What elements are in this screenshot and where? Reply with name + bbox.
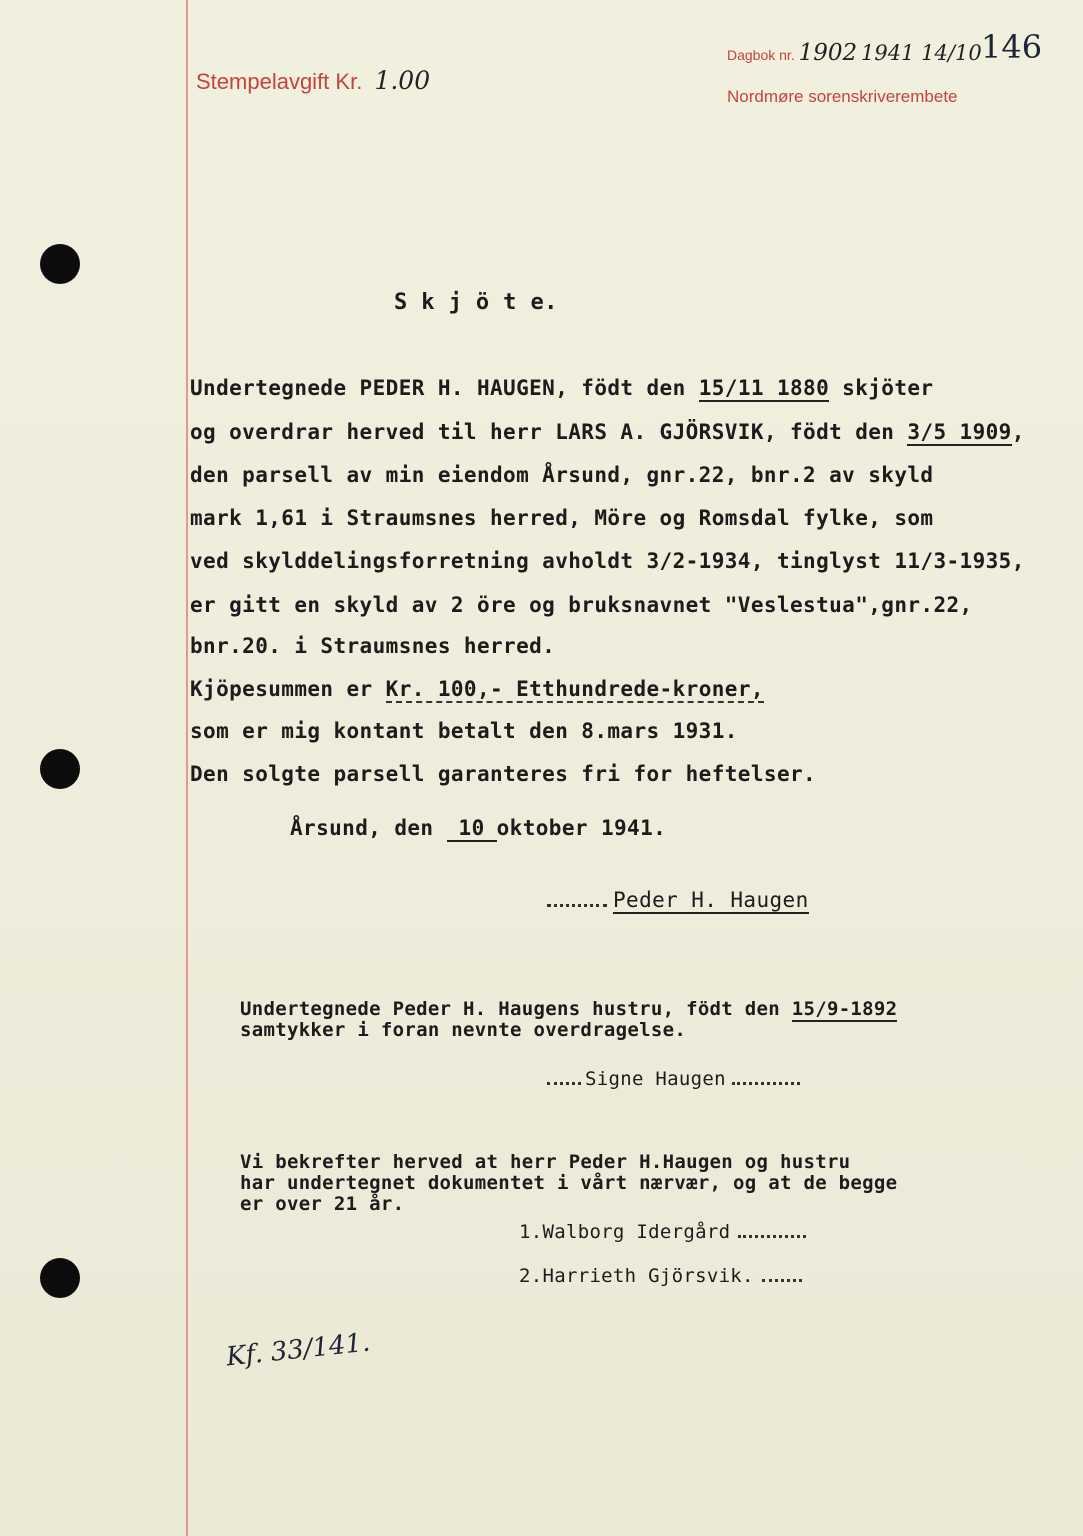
deed-line-5: ved skylddelingsforretning avholdt 3/2-1934, tinglyst 11/3-1935, [190, 549, 1025, 573]
stamp-dagbok-date: 1941 14/10 [861, 41, 982, 65]
margin-rule [186, 0, 188, 1536]
punch-hole-middle [40, 749, 80, 789]
witness-item-1 [519, 1222, 806, 1242]
margin-note: Kf. 33/141. [224, 1327, 372, 1373]
deed-line-10: Den solgte parsell garanteres fri for heftelser. [190, 762, 817, 786]
witness-number: 2. [519, 1265, 543, 1287]
seller-signature-line [547, 888, 809, 912]
wife-signature: Signe Haugen [585, 1068, 726, 1090]
buyer-birthdate: 3/5 1909 [907, 420, 1012, 444]
witness-item-2 [519, 1266, 802, 1286]
witness-name: Harrieth Gjörsvik. [542, 1265, 754, 1287]
witness-line-1: Vi bekrefter herved at herr Peder H.Haugen og hustru [240, 1151, 851, 1173]
place-date: Årsund, den 10 oktober 1941. [290, 816, 667, 840]
purchase-price: Kr. 100,- Etthundrede-kroner, [385, 677, 764, 701]
stamp-dagbok [727, 40, 982, 66]
deed-line-7: bnr.20. i Straumsnes herred. [190, 634, 556, 658]
deed-line-6: er gitt en skyld av 2 öre og bruksnavnet "Veslestua",gnr.22, [190, 593, 973, 617]
deed-line-2: og overdrar herved til herr LARS A. GJÖRSVIK, födt den 3/5 1909, [190, 420, 1025, 444]
stamp-dagbok-label: Dagbok nr. [727, 47, 795, 63]
seller-birthdate: 15/11 1880 [698, 376, 830, 400]
witness-number: 1. [519, 1221, 543, 1243]
witness-name: Walborg Idergård [542, 1221, 731, 1243]
deed-line-1: Undertegnede PEDER H. HAUGEN, födt den 15/11 1880 skjöter [190, 376, 934, 400]
deed-line-9: som er mig kontant betalt den 8.mars 1931. [190, 719, 738, 743]
deed-line-4: mark 1,61 i Straumsnes herred, Möre og Romsdal fylke, som [190, 506, 934, 530]
consent-line-2: samtykker i foran nevnte overdragelse. [240, 1019, 687, 1041]
stamp-fee [196, 66, 430, 95]
stamp-office: Nordmøre sorenskriverembete [727, 87, 958, 106]
witness-line-2: har undertegnet dokumentet i vårt nærvær, og at de begge [240, 1172, 898, 1194]
wife-birthdate: 15/9-1892 [791, 998, 898, 1020]
stamp-fee-label: Stempelavgift Kr. [196, 69, 363, 94]
consent-line-1: Undertegnede Peder H. Haugens hustru, födt den 15/9-1892 [240, 998, 898, 1020]
page-number: 146 [981, 28, 1043, 66]
document-title: S k j ö t e. [394, 290, 558, 315]
deed-line-8: Kjöpesummen er Kr. 100,- Etthundrede-kroner, [190, 677, 764, 701]
punch-hole-bottom [40, 1258, 80, 1298]
stamp-fee-amount: 1.00 [374, 66, 431, 95]
deed-line-3: den parsell av min eiendom Årsund, gnr.22, bnr.2 av skyld [190, 463, 934, 487]
wife-signature-line [547, 1069, 800, 1089]
seller-signature: Peder H. Haugen [613, 888, 809, 912]
day-of-month: 10 [447, 816, 497, 842]
stamp-dagbok-number: 1902 [798, 40, 858, 66]
punch-hole-top [40, 244, 80, 284]
witness-line-3: er over 21 år. [240, 1193, 405, 1215]
